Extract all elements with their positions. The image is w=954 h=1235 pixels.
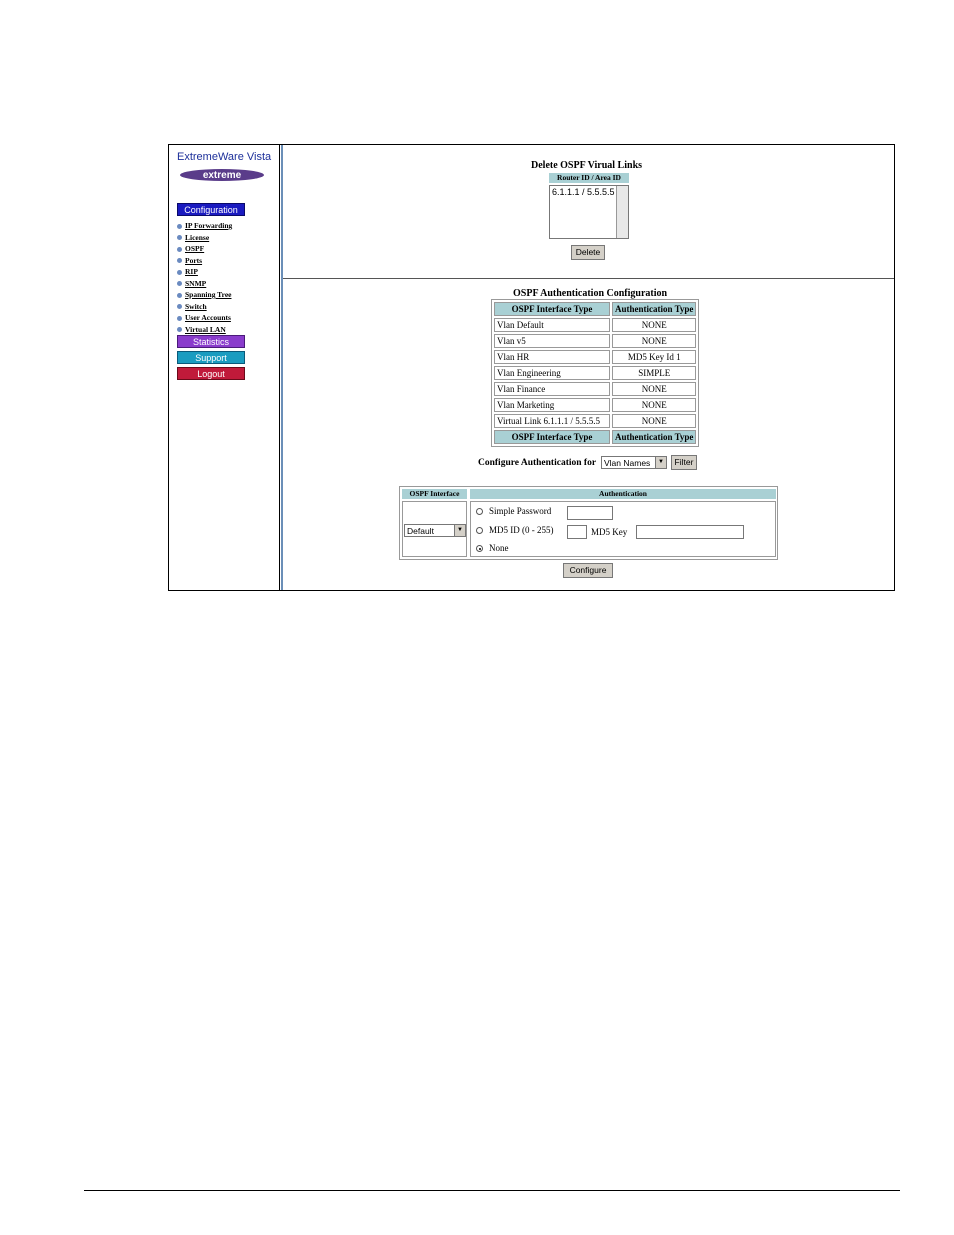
configure-button[interactable]: Configure	[563, 563, 613, 578]
sidebar-item-rip[interactable]: RIP	[177, 266, 232, 278]
simple-password-radio[interactable]	[476, 508, 483, 515]
authentication-header: Authentication	[470, 489, 776, 499]
bullet-icon	[177, 258, 182, 263]
sidebar-item-ip-forwarding[interactable]: IP Forwarding	[177, 220, 232, 232]
bullet-icon	[177, 293, 182, 298]
sidebar-item-snmp[interactable]: SNMP	[177, 278, 232, 290]
virtual-links-listbox[interactable]	[549, 185, 629, 239]
browser-frame	[168, 144, 895, 591]
extreme-logo	[179, 167, 265, 183]
md5-key-label: MD5 Key	[591, 527, 628, 537]
chevron-down-icon: ▼	[655, 457, 666, 468]
configuration-button[interactable]: Configuration	[177, 203, 245, 216]
sidebar-item-ospf[interactable]: OSPF	[177, 243, 232, 255]
logout-button[interactable]: Logout	[177, 367, 245, 380]
table-row: Vlan v5 NONE	[494, 334, 696, 348]
interface-cell	[402, 501, 467, 557]
main-content	[283, 145, 894, 590]
router-area-header: Router ID / Area ID	[549, 173, 629, 183]
sidebar-item-user-accounts[interactable]: User Accounts	[177, 312, 232, 324]
delete-button[interactable]: Delete	[571, 245, 605, 260]
table-row: Virtual Link 6.1.1.1 / 5.5.5.5 NONE	[494, 414, 696, 428]
brand-title: ExtremeWare Vista	[177, 151, 272, 163]
none-radio[interactable]	[476, 545, 483, 552]
sidebar-item-switch[interactable]: Switch	[177, 301, 232, 313]
chevron-down-icon: ▼	[454, 525, 465, 536]
table-row: Vlan Engineering SIMPLE	[494, 366, 696, 380]
sidebar-item-virtual-lan[interactable]: Virtual LAN	[177, 324, 232, 336]
table-row: Vlan HR MD5 Key Id 1	[494, 350, 696, 364]
config-link-list	[177, 220, 232, 335]
configure-form	[399, 486, 778, 560]
bullet-icon	[177, 270, 182, 275]
bullet-icon	[177, 247, 182, 252]
filter-select[interactable]: Vlan Names ▼	[601, 456, 667, 469]
none-option[interactable]: None	[476, 543, 509, 553]
table-row: Vlan Finance NONE	[494, 382, 696, 396]
bullet-icon	[177, 224, 182, 229]
statistics-button[interactable]: Statistics	[177, 335, 245, 348]
listbox-scrollbar[interactable]	[616, 186, 628, 238]
col-interface-footer: OSPF Interface Type	[494, 430, 610, 444]
section-separator	[283, 278, 894, 279]
support-button[interactable]: Support	[177, 351, 245, 364]
sidebar-item-spanning-tree[interactable]: Spanning Tree	[177, 289, 232, 301]
sidebar-item-license[interactable]: License	[177, 232, 232, 244]
bullet-icon	[177, 304, 182, 309]
col-auth-footer: Authentication Type	[612, 430, 696, 444]
authentication-cell	[470, 501, 776, 557]
auth-section-title: OSPF Authentication Configuration	[513, 288, 668, 299]
sidebar	[169, 145, 280, 590]
ospf-interface-header: OSPF Interface	[402, 489, 467, 499]
md5-radio[interactable]	[476, 527, 483, 534]
list-item[interactable]: 6.1.1.1 / 5.5.5.5	[552, 187, 615, 197]
bullet-icon	[177, 316, 182, 321]
col-interface-header: OSPF Interface Type	[494, 302, 610, 316]
bullet-icon	[177, 235, 182, 240]
configure-auth-label: Configure Authentication for	[478, 458, 597, 468]
table-row: Vlan Default NONE	[494, 318, 696, 332]
page-footer-rule	[84, 1190, 900, 1191]
auth-table	[491, 299, 699, 447]
md5-key-input[interactable]	[636, 525, 744, 539]
svg-text:extreme: extreme	[202, 170, 242, 181]
filter-button[interactable]: Filter	[671, 455, 697, 470]
bullet-icon	[177, 327, 182, 332]
simple-password-input[interactable]	[567, 506, 613, 520]
delete-section-title: Delete OSPF Virual Links	[531, 160, 643, 171]
md5-id-input[interactable]	[567, 525, 587, 539]
interface-select[interactable]: Default ▼	[404, 524, 466, 537]
md5-option[interactable]: MD5 ID (0 - 255)	[476, 525, 554, 535]
table-row: Vlan Marketing NONE	[494, 398, 696, 412]
sidebar-item-ports[interactable]: Ports	[177, 255, 232, 267]
col-auth-header: Authentication Type	[612, 302, 696, 316]
simple-password-option[interactable]: Simple Password	[476, 506, 551, 516]
bullet-icon	[177, 281, 182, 286]
